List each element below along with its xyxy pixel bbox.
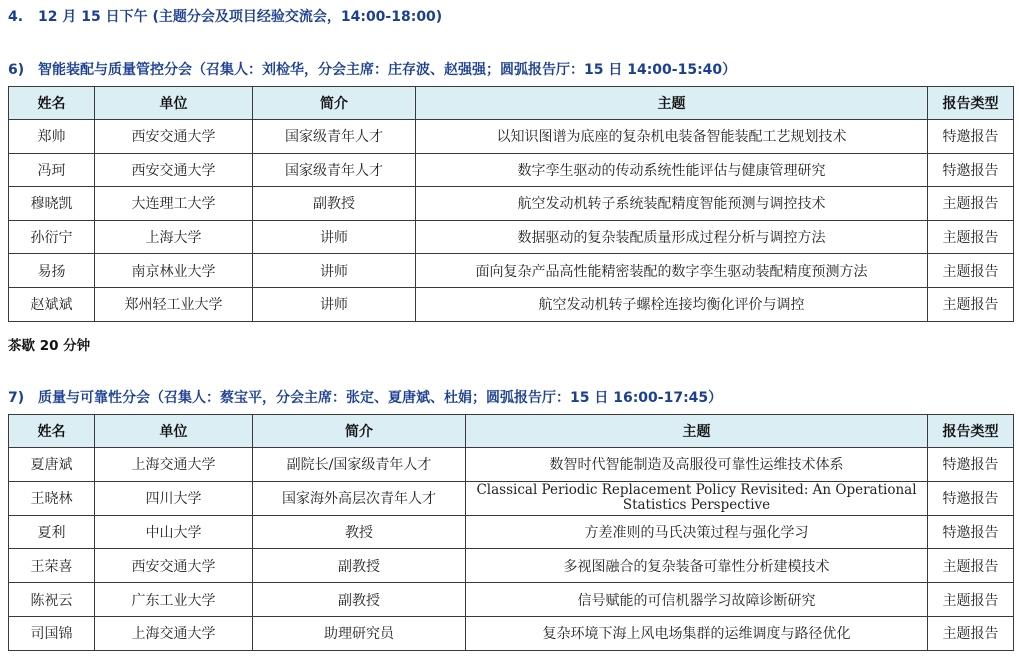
session-6-heading	[8, 61, 736, 79]
table-header-row	[9, 87, 1014, 120]
speaker-name: 王晓林	[9, 481, 95, 515]
table-row	[9, 153, 1014, 187]
speaker-unit: 四川大学	[95, 481, 253, 515]
speaker-unit: 中山大学	[95, 515, 253, 549]
speaker-unit: 大连理工大学	[95, 187, 253, 221]
speaker-intro: 副院长/国家级青年人才	[253, 448, 466, 482]
report-topic: Classical Periodic Replacement Policy Revisited: An Operational Statistics Perspective	[466, 481, 928, 515]
speaker-name: 冯珂	[9, 153, 95, 187]
report-topic: 多视图融合的复杂装备可靠性分析建模技术	[466, 549, 928, 583]
session-6-title: 智能装配与质量管控分会（召集人：刘检华，分会主席：庄存波、赵强强；圆弧报告厅：15 日 14:00-15:40）	[38, 62, 737, 78]
session-7-heading	[8, 389, 722, 407]
speaker-name: 郑帅	[9, 120, 95, 154]
speaker-name: 孙衍宁	[9, 220, 95, 254]
header-unit: 单位	[95, 415, 253, 448]
speaker-name: 夏利	[9, 515, 95, 549]
speaker-intro: 副教授	[253, 583, 466, 617]
speaker-name: 易扬	[9, 254, 95, 288]
header-topic: 主题	[466, 415, 928, 448]
header-type: 报告类型	[928, 87, 1014, 120]
tea-break-note: 茶歇 20 分钟	[8, 338, 91, 354]
speaker-intro: 讲师	[253, 220, 416, 254]
speaker-unit: 上海交通大学	[95, 616, 253, 650]
table-row	[9, 120, 1014, 154]
speaker-intro: 国家海外高层次青年人才	[253, 481, 466, 515]
speaker-intro: 讲师	[253, 287, 416, 321]
report-type: 特邀报告	[928, 481, 1014, 515]
header-name: 姓名	[9, 415, 95, 448]
session-7-table	[8, 414, 1014, 651]
report-topic: 以知识图谱为底座的复杂机电装备智能装配工艺规划技术	[416, 120, 928, 154]
speaker-unit: 上海大学	[95, 220, 253, 254]
session-7-number: 7)	[8, 390, 25, 406]
table-row	[9, 481, 1014, 515]
speaker-intro: 教授	[253, 515, 466, 549]
speaker-intro: 助理研究员	[253, 616, 466, 650]
table-row	[9, 515, 1014, 549]
speaker-intro: 副教授	[253, 187, 416, 221]
report-type: 主题报告	[928, 220, 1014, 254]
header-name: 姓名	[9, 87, 95, 120]
report-type: 主题报告	[928, 616, 1014, 650]
report-topic: 数字孪生驱动的传动系统性能评估与健康管理研究	[416, 153, 928, 187]
speaker-unit: 西安交通大学	[95, 549, 253, 583]
speaker-name: 陈祝云	[9, 583, 95, 617]
session-6-number: 6)	[8, 62, 25, 78]
table-row	[9, 187, 1014, 221]
section-heading	[8, 8, 442, 26]
header-intro: 简介	[253, 87, 416, 120]
report-type: 特邀报告	[928, 515, 1014, 549]
speaker-unit: 郑州轻工业大学	[95, 287, 253, 321]
table-header-row	[9, 415, 1014, 448]
speaker-unit: 西安交通大学	[95, 153, 253, 187]
report-topic: 航空发动机转子螺栓连接均衡化评价与调控	[416, 287, 928, 321]
header-topic: 主题	[416, 87, 928, 120]
session-6-table	[8, 86, 1014, 322]
speaker-unit: 南京林业大学	[95, 254, 253, 288]
speaker-name: 夏唐斌	[9, 448, 95, 482]
report-type: 主题报告	[928, 287, 1014, 321]
report-topic: 面向复杂产品高性能精密装配的数字孪生驱动装配精度预测方法	[416, 254, 928, 288]
report-topic: 信号赋能的可信机器学习故障诊断研究	[466, 583, 928, 617]
report-topic: 复杂环境下海上风电场集群的运维调度与路径优化	[466, 616, 928, 650]
table-row	[9, 287, 1014, 321]
report-topic: 航空发动机转子系统装配精度智能预测与调控技术	[416, 187, 928, 221]
table-row	[9, 583, 1014, 617]
session-7-title: 质量与可靠性分会（召集人：蔡宝平，分会主席：张定、夏唐斌、杜娟；圆弧报告厅：15 日 16:00-17:45）	[38, 390, 723, 406]
speaker-intro: 讲师	[253, 254, 416, 288]
table-row	[9, 448, 1014, 482]
report-type: 特邀报告	[928, 448, 1014, 482]
section-number: 4.	[8, 9, 24, 25]
header-unit: 单位	[95, 87, 253, 120]
speaker-name: 穆晓凯	[9, 187, 95, 221]
report-type: 主题报告	[928, 187, 1014, 221]
report-type: 主题报告	[928, 583, 1014, 617]
header-type: 报告类型	[928, 415, 1014, 448]
speaker-intro: 国家级青年人才	[253, 120, 416, 154]
header-intro: 简介	[253, 415, 466, 448]
table-row	[9, 549, 1014, 583]
report-type: 主题报告	[928, 549, 1014, 583]
speaker-name: 赵斌斌	[9, 287, 95, 321]
report-topic: 数据驱动的复杂装配质量形成过程分析与调控方法	[416, 220, 928, 254]
table-row	[9, 616, 1014, 650]
speaker-unit: 广东工业大学	[95, 583, 253, 617]
report-type: 特邀报告	[928, 120, 1014, 154]
speaker-intro: 国家级青年人才	[253, 153, 416, 187]
speaker-name: 王荣喜	[9, 549, 95, 583]
report-type: 特邀报告	[928, 153, 1014, 187]
speaker-unit: 上海交通大学	[95, 448, 253, 482]
table-row	[9, 254, 1014, 288]
speaker-intro: 副教授	[253, 549, 466, 583]
speaker-name: 司国锦	[9, 616, 95, 650]
section-title: 12 月 15 日下午 (主题分会及项目经验交流会，14:00-18:00)	[38, 9, 443, 25]
report-topic: 方差准则的马氏决策过程与强化学习	[466, 515, 928, 549]
table-row	[9, 220, 1014, 254]
report-topic: 数智时代智能制造及高服役可靠性运维技术体系	[466, 448, 928, 482]
report-type: 主题报告	[928, 254, 1014, 288]
speaker-unit: 西安交通大学	[95, 120, 253, 154]
